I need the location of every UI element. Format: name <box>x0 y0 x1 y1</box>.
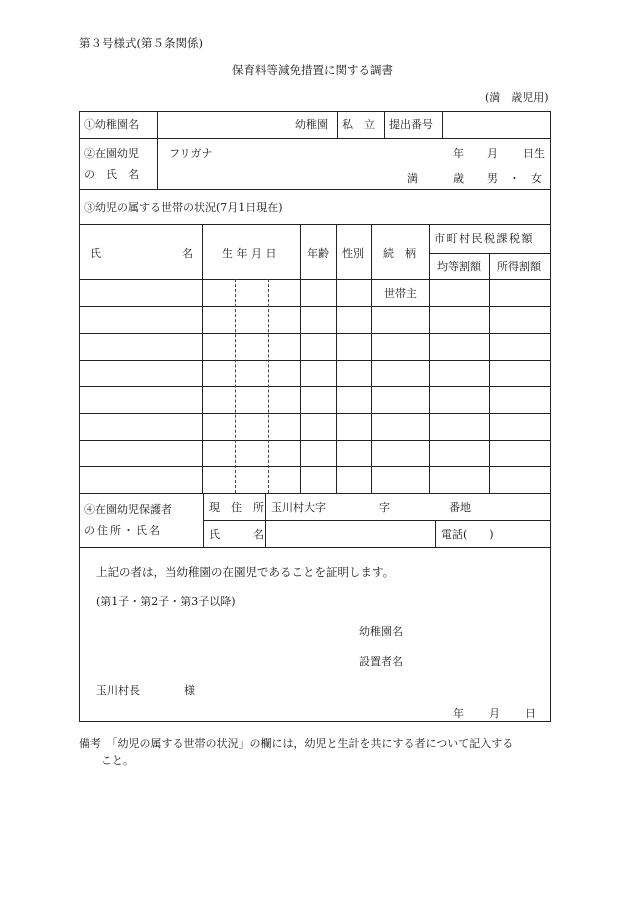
female-option: 女 <box>531 172 542 185</box>
remarks-line-2: こと。 <box>101 754 134 767</box>
guardian-label-2: の住所・氏名 <box>84 524 162 537</box>
banchi-label: 番地 <box>449 501 471 514</box>
form-number: 第３号様式(第５条関係) <box>79 36 203 50</box>
birth-month-label: 月 <box>487 147 498 160</box>
remarks-line-1: 備考 「幼児の属する世帯の状況」の欄には，幼児と生計を共にする者について記入する <box>79 737 514 750</box>
phone-label: 電話( ) <box>441 528 494 541</box>
col-tax-income: 所得割額 <box>497 260 541 273</box>
age-man-label: 満 <box>407 172 418 185</box>
private-label: 私 立 <box>342 118 375 131</box>
child-order: (第1子・第2子・第3子以降) <box>96 595 236 608</box>
child-name-label-2: の 氏 名 <box>84 168 139 181</box>
household-heading: ③幼児の属する世帯の状況(7月1日現在) <box>84 201 283 214</box>
guardian-label: ④在園幼児保護者 <box>84 503 172 516</box>
date-day: 日 <box>525 707 536 720</box>
child-name-label: ②在園幼児 <box>84 147 139 160</box>
aza-label: 字 <box>379 501 390 514</box>
col-birthdate: 生 年 月 日 <box>222 247 277 260</box>
age-note: (満 歳児用) <box>485 91 549 104</box>
certify-statement: 上記の者は，当幼稚園の在園児であることを証明します。 <box>96 565 395 579</box>
col-name-1: 氏 <box>90 247 101 260</box>
form-table <box>79 111 551 722</box>
head-of-household: 世帯主 <box>384 287 417 300</box>
guardian-name-label: 氏 名 <box>209 528 264 541</box>
kindergarten-name-field: 幼稚園名 <box>359 625 403 638</box>
kindergarten-name-label: ①幼稚園名 <box>84 118 139 131</box>
col-tax-equal: 均等割額 <box>437 260 481 273</box>
birth-day-label: 日生 <box>523 147 545 160</box>
date-month: 月 <box>489 707 500 720</box>
address-label: 現 住 所 <box>209 501 264 514</box>
village-label: 玉川村大字 <box>271 501 326 514</box>
col-name-2: 名 <box>182 247 193 260</box>
col-municipal-tax: 市町村民税課税額 <box>434 232 534 245</box>
founder-name-field: 設置者名 <box>359 655 403 668</box>
male-option: 男 <box>487 172 498 185</box>
furigana-label: フリガナ <box>169 147 213 160</box>
option-separator: ・ <box>509 172 520 185</box>
kindergarten-suffix: 幼稚園 <box>295 118 328 131</box>
addressee: 玉川村長 様 <box>96 684 195 697</box>
col-age: 年齢 <box>307 247 329 260</box>
col-sex: 性別 <box>342 247 364 260</box>
document-title: 保育料等減免措置に関する調書 <box>232 63 393 77</box>
submit-number-label: 提出番号 <box>389 118 433 131</box>
col-relation: 続 柄 <box>383 247 416 260</box>
age-label: 歳 <box>453 172 464 185</box>
birth-year-label: 年 <box>453 147 464 160</box>
date-year: 年 <box>453 707 464 720</box>
